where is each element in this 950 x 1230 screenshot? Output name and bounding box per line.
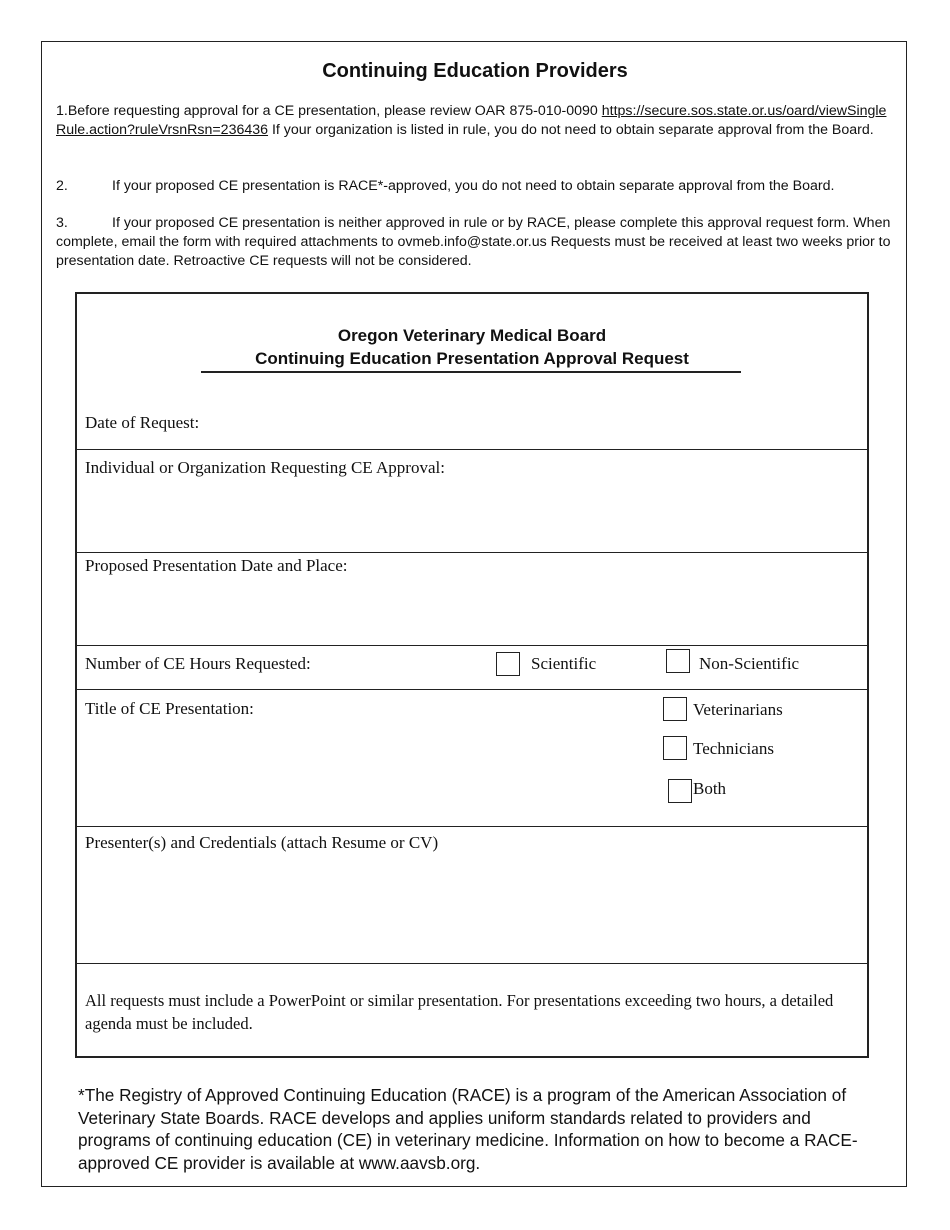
ce-hours-field[interactable]: Number of CE Hours Requested: (85, 654, 311, 673)
scientific-checkbox[interactable] (496, 652, 520, 676)
race-footnote: *The Registry of Approved Continuing Education (RACE) is a program of the American Association of Veterinary State Boards. RACE develops and applies uniform standards related to providers and programs of continuing education (CE) in veterinary medicine. Information on how to become a RACE-approved CE provider is available at www.aavsb.org. (78, 1085, 858, 1173)
form-org-name: Oregon Veterinary Medical Board (337, 326, 607, 345)
veterinarians-label: Veterinarians (693, 700, 783, 719)
instruction-3-number: 3. (56, 215, 68, 231)
presentation-title-field[interactable]: Title of CE Presentation: (85, 699, 254, 718)
instruction-3 (56, 214, 896, 271)
both-label: Both (693, 779, 727, 798)
form-heading (77, 324, 867, 370)
form-title: Continuing Education Presentation Approval Request (255, 349, 689, 368)
date-of-request-field[interactable]: Date of Request: (85, 413, 200, 432)
divider (77, 826, 867, 827)
non-scientific-checkbox[interactable] (666, 649, 690, 673)
presenters-field[interactable]: Presenter(s) and Credentials (attach Resume or CV) (85, 833, 439, 852)
requester-field[interactable]: Individual or Organization Requesting CE Approval: (85, 458, 445, 477)
requirements-note: All requests must include a PowerPoint or similar presentation. For presentations exceeding two hours, a detailed agenda must be included. (85, 991, 834, 1033)
presentation-date-place-field[interactable]: Proposed Presentation Date and Place: (85, 556, 348, 575)
instruction-1-text: 1.Before requesting approval for a CE presentation, please review OAR 875-010-0090 (56, 103, 602, 119)
instruction-3-text: If your proposed CE presentation is neither approved in rule or by RACE, please complete this approval request form. When complete, email the form with required attachments to ovmeb.info@state.or.us Requests must be received at least two weeks prior to presentation date. Retroactive CE requests will not be considered. (56, 215, 891, 269)
scientific-label: Scientific (531, 654, 597, 673)
technicians-checkbox[interactable] (663, 736, 687, 760)
instruction-2-text: If your proposed CE presentation is RACE*-approved, you do not need to obtain separate approval from the Board. (112, 178, 835, 194)
instruction-1-text-after: If your organization is listed in rule, you do not need to obtain separate approval from the Board. (268, 122, 874, 138)
approval-request-form (75, 292, 869, 1058)
technicians-label: Technicians (693, 739, 774, 758)
form-title-underline (201, 371, 741, 373)
instruction-2 (56, 177, 896, 196)
both-checkbox[interactable] (668, 779, 692, 803)
instruction-1 (56, 102, 896, 140)
divider (77, 689, 867, 690)
divider (77, 963, 867, 964)
veterinarians-checkbox[interactable] (663, 697, 687, 721)
non-scientific-label: Non-Scientific (699, 654, 800, 673)
divider (77, 552, 867, 553)
instruction-2-number: 2. (56, 178, 68, 194)
page-title: Continuing Education Providers (322, 60, 628, 82)
divider (77, 645, 867, 646)
oar-rule-link[interactable]: https://secure.sos.state.or.us/oard/viewSingleRule.action?ruleVrsnRsn=236436 (56, 103, 887, 138)
divider (77, 449, 867, 450)
